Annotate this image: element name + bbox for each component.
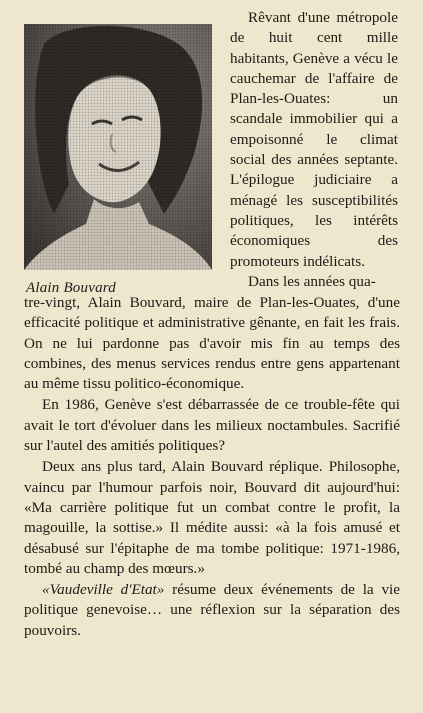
- paragraph-5: [24, 580, 400, 641]
- portrait-image: [24, 24, 212, 270]
- intro-paragraph: Rêvant d'une métropole de huit cent mille habitants, Genève a vécu le cauchemar de l'affaire de Plan-les-Ouates: un scandale immobilier qui a empoisonné le climat social des années septante. L'épilogue judiciaire a ménagé les susceptibilités politiques, les intérêts économiques des promoteurs indélicats.: [230, 9, 398, 270]
- paragraph-2-start: Dans les années qua-: [248, 272, 376, 290]
- paragraph-4: Deux ans plus tard, Alain Bouvard réplique. Philosophe, vaincu par l'humour parfois noir, Bouvard dit aujourd'hui: «Ma carrière politique fut un combat contre le profit, la magouille, la sottise.» Il médite aussi: «à la fois amusé et désabusé sur l'épitaphe de ma tombe politique: 1971-1986, tombé au champ des mœurs.»: [24, 458, 400, 577]
- body-text: [24, 293, 400, 642]
- paragraph-5-text: résume deux événements de la vie politique genevoise… une réflexion sur la séparation des pouvoirs.: [24, 581, 400, 639]
- paragraph-3: En 1986, Genève s'est débarrassée de ce trouble-fête qui avait le tort d'évoluer dans les milieux noctambules. Sacrifié sur l'autel des amitiés politiques?: [24, 396, 400, 455]
- photo-caption: Alain Bouvard: [26, 280, 116, 296]
- author-photo: [24, 24, 212, 270]
- intro-column: [230, 8, 398, 292]
- paragraph-2-rest: tre-vingt, Alain Bouvard, maire de Plan-les-Ouates, d'une efficacité politique et administrative gênante, en fait les frais. On ne lui pardonne pas d'avoir mis fin au temps des combines, des menus services rendus entre gens appartenant au même tissu politico-économique.: [24, 294, 400, 393]
- book-title: «Vaudeville d'Etat»: [42, 581, 165, 599]
